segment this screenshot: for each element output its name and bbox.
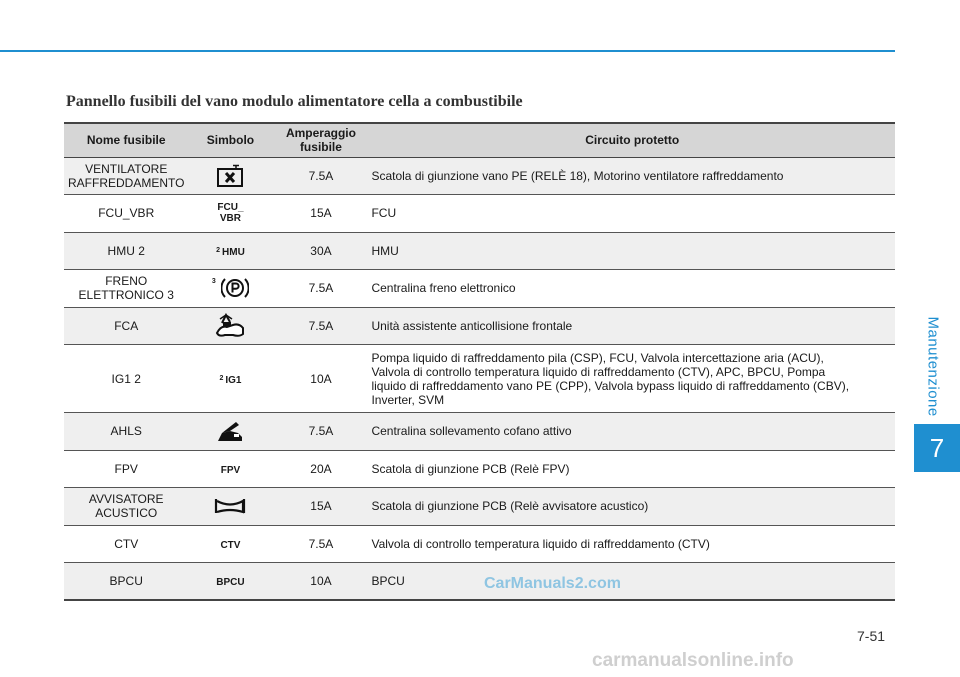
column-header-symbol: Simbolo [188, 123, 272, 157]
fuse-amperage: 30A [272, 232, 369, 270]
table-row [64, 563, 895, 601]
fuse-name: HMU 2 [64, 232, 188, 270]
column-header-circuit: Circuito protetto [369, 123, 895, 157]
fuse-symbol-text: IG1 [225, 374, 242, 386]
table-row [64, 450, 895, 488]
fuse-name: CTV [64, 525, 188, 563]
fuse-symbol [188, 345, 272, 413]
fuse-symbol-text: CTV [220, 539, 241, 551]
fuse-amperage: 20A [272, 450, 369, 488]
page-number: 7-51 [857, 628, 886, 644]
fuse-name: FCU_VBR [64, 195, 188, 233]
parking-brake-icon [221, 275, 249, 301]
fuse-name: FCA [64, 307, 188, 345]
fuse-circuit: Pompa liquido di raffreddamento pila (CSP), FCU, Valvola intercettazione aria (ACU), Valvola di controllo temperatura liquido di raffreddamento (CTV), APC, BPCU, Pompa liquido di raffreddamento vano PE (CPP), Valvola bypass liquido di raffreddamento (CBV), Inverter, SVM [369, 345, 895, 413]
fuse-symbol [188, 157, 272, 195]
fuse-name: IG1 2 [64, 345, 188, 413]
fuse-symbol [188, 563, 272, 601]
fuse-amperage: 7.5A [272, 270, 369, 308]
fuse-amperage: 15A [272, 195, 369, 233]
fuse-symbol [188, 413, 272, 451]
chapter-side-label [921, 316, 945, 420]
fuse-name: FRENO ELETTRONICO 3 [64, 270, 188, 308]
fuse-amperage: 7.5A [272, 525, 369, 563]
fuse-amperage: 15A [272, 488, 369, 526]
fuse-circuit: Scatola di giunzione PCB (Relè avvisatore acustico) [369, 488, 895, 526]
fuse-symbol-text: FCU_ VBR [217, 202, 244, 225]
fuse-symbol [188, 195, 272, 233]
fuse-circuit: Scatola di giunzione PCB (Relè FPV) [369, 450, 895, 488]
fuse-circuit: Unità assistente anticollisione frontale [369, 307, 895, 345]
table-row [64, 525, 895, 563]
fuse-name: VENTILATORE RAFFREDDAMENTO [64, 157, 188, 195]
fuse-symbol-superscript: 2 [216, 246, 221, 254]
chapter-side-label-text: Manutenzione [924, 316, 942, 417]
fuse-name: AVVISATORE ACUSTICO [64, 488, 188, 526]
fuse-name: AHLS [64, 413, 188, 451]
watermark-carmanuals2: CarManuals2.com [484, 575, 621, 592]
fuse-symbol-superscript: 3 [211, 278, 216, 286]
fuse-amperage: 10A [272, 345, 369, 413]
fuse-symbol [188, 232, 272, 270]
horn-icon [213, 495, 247, 517]
table-row [64, 195, 895, 233]
fuse-symbol [188, 450, 272, 488]
fuse-name: FPV [64, 450, 188, 488]
fuse-table [64, 122, 895, 601]
chapter-tab: 7 [914, 424, 960, 472]
fuse-symbol-text: BPCU [216, 577, 245, 588]
fuse-symbol [188, 488, 272, 526]
fuse-symbol-superscript: 2 [219, 374, 224, 382]
fuse-circuit: Valvola di controllo temperatura liquido di raffreddamento (CTV) [369, 525, 895, 563]
watermark-carmanualsonline: carmanualsonline.info [592, 650, 794, 671]
fuse-circuit: Centralina sollevamento cofano attivo [369, 413, 895, 451]
fuse-symbol-text: HMU [222, 246, 245, 258]
fuse-circuit: FCU [369, 195, 895, 233]
fuse-circuit: Scatola di giunzione vano PE (RELÈ 18), Motorino ventilatore raffreddamento [369, 157, 895, 195]
table-row [64, 345, 895, 413]
fuse-circuit: Centralina freno elettronico [369, 270, 895, 308]
table-header-row [64, 123, 895, 157]
table-row [64, 232, 895, 270]
column-header-amperage: Amperaggio fusibile [272, 123, 369, 157]
fuse-symbol [188, 270, 272, 308]
fuse-symbol-text: FPV [220, 464, 241, 476]
table-row [64, 413, 895, 451]
table-row [64, 488, 895, 526]
hood-lift-icon [216, 419, 244, 443]
fuse-amperage: 7.5A [272, 307, 369, 345]
fuse-amperage: 10A [272, 563, 369, 601]
fuse-circuit: BPCU [369, 563, 895, 601]
fuse-amperage: 7.5A [272, 413, 369, 451]
table-row [64, 157, 895, 195]
fuse-circuit: HMU [369, 232, 895, 270]
fuse-name: BPCU [64, 563, 188, 601]
fuse-amperage: 7.5A [272, 157, 369, 195]
fuse-symbol [188, 307, 272, 345]
top-rule [0, 50, 895, 52]
table-row [64, 307, 895, 345]
column-header-name: Nome fusibile [64, 123, 188, 157]
collision-assist-icon [213, 313, 247, 339]
cooling-fan-icon [215, 164, 245, 188]
page-title: Pannello fusibili del vano modulo alimentatore cella a combustibile [66, 93, 523, 110]
table-row [64, 270, 895, 308]
fuse-symbol [188, 525, 272, 563]
